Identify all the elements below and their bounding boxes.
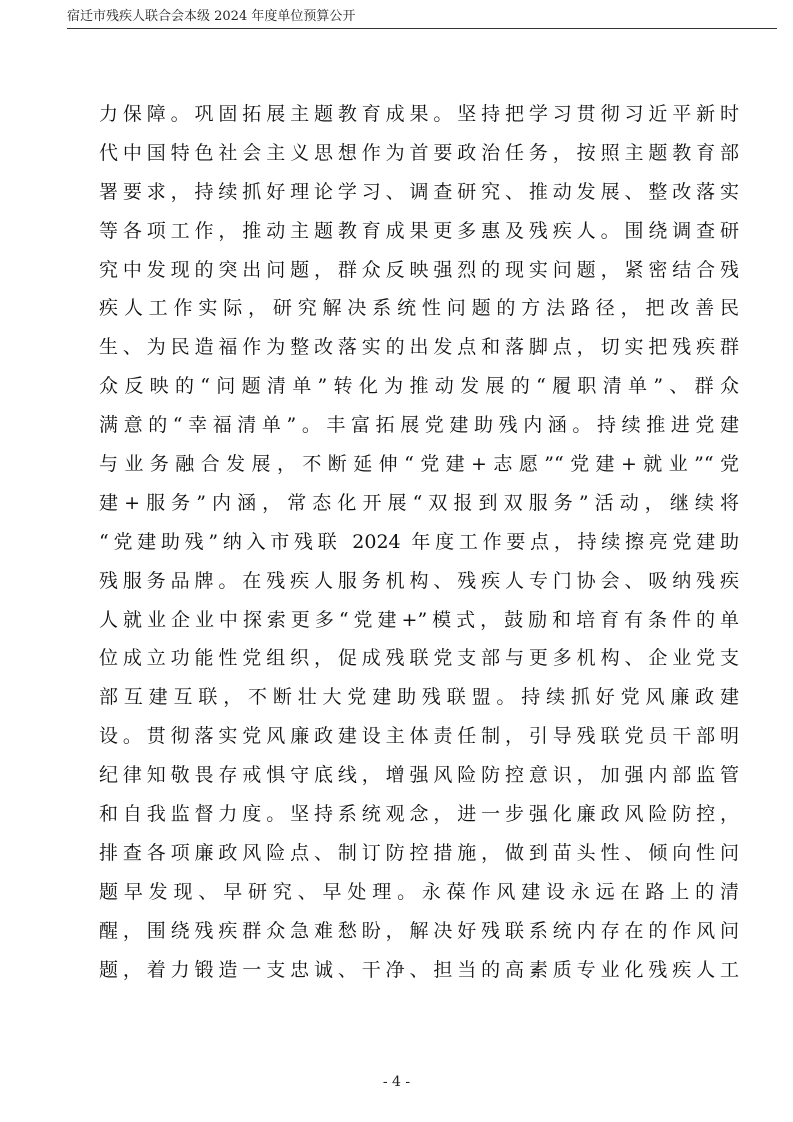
body-line: “党建助残”纳入市残联 2024 年度工作要点，持续擦亮党建助 [99, 530, 739, 553]
page-number: - 4 - [382, 1074, 411, 1090]
body-line: 力保障。巩固拓展主题教育成果。坚持把学习贯彻习近平新时 [99, 103, 739, 125]
body-line: 位成立功能性党组织，促成残联党支部与更多机构、企业党支 [99, 647, 739, 670]
body-line: 题，着力锻造一支忠诚、干净、担当的高素质专业化残疾人工 [99, 958, 739, 981]
body-line: 众反映的“问题清单”转化为推动发展的“履职清单”、群众 [99, 375, 739, 398]
body-line: 题早发现、早研究、早处理。永葆作风建设永远在路上的清 [99, 880, 739, 903]
body-text [99, 95, 739, 989]
body-line: 与业务融合发展，不断延伸“党建+志愿”“党建+就业”“党 [99, 453, 739, 476]
body-line: 满意的“幸福清单”。丰富拓展党建助残内涵。持续推进党建 [99, 414, 739, 437]
body-line: 醒，围绕残疾群众急难愁盼，解决好残联系统内存在的作风问 [99, 919, 739, 942]
body-line: 等各项工作，推动主题教育成果更多惠及残疾人。围绕调查研 [99, 219, 739, 242]
body-line: 部互建互联，不断壮大党建助残联盟。持续抓好党风廉政建 [99, 686, 739, 709]
body-line: 代中国特色社会主义思想作为首要政治任务，按照主题教育部 [99, 141, 739, 164]
body-line: 究中发现的突出问题，群众反映强烈的现实问题，紧密结合残 [99, 258, 739, 281]
header-divider [67, 28, 777, 29]
body-line: 建+服务”内涵，常态化开展“双报到双服务”活动，继续将 [99, 491, 739, 514]
body-line: 生、为民造福作为整改落实的出发点和落脚点，切实把残疾群 [99, 336, 739, 359]
body-line: 残服务品牌。在残疾人服务机构、残疾人专门协会、吸纳残疾 [99, 569, 739, 592]
body-line: 人就业企业中探索更多“党建+”模式，鼓励和培育有条件的单 [99, 608, 739, 631]
body-line: 署要求，持续抓好理论学习、调查研究、推动发展、整改落实 [99, 180, 739, 203]
body-line: 设。贯彻落实党风廉政建设主体责任制，引导残联党员干部明 [99, 725, 739, 748]
body-line: 排查各项廉政风险点、制订防控措施，做到苗头性、倾向性问 [99, 841, 739, 864]
body-line: 疾人工作实际，研究解决系统性问题的方法路径，把改善民 [99, 297, 739, 320]
body-line: 纪律知敬畏存戒惧守底线，增强风险防控意识，加强内部监管 [99, 764, 739, 787]
running-header: 宿迁市残疾人联合会本级 2024 年度单位预算公开 [67, 9, 356, 24]
body-line: 和自我监督力度。坚持系统观念，进一步强化廉政风险防控， [99, 803, 739, 826]
